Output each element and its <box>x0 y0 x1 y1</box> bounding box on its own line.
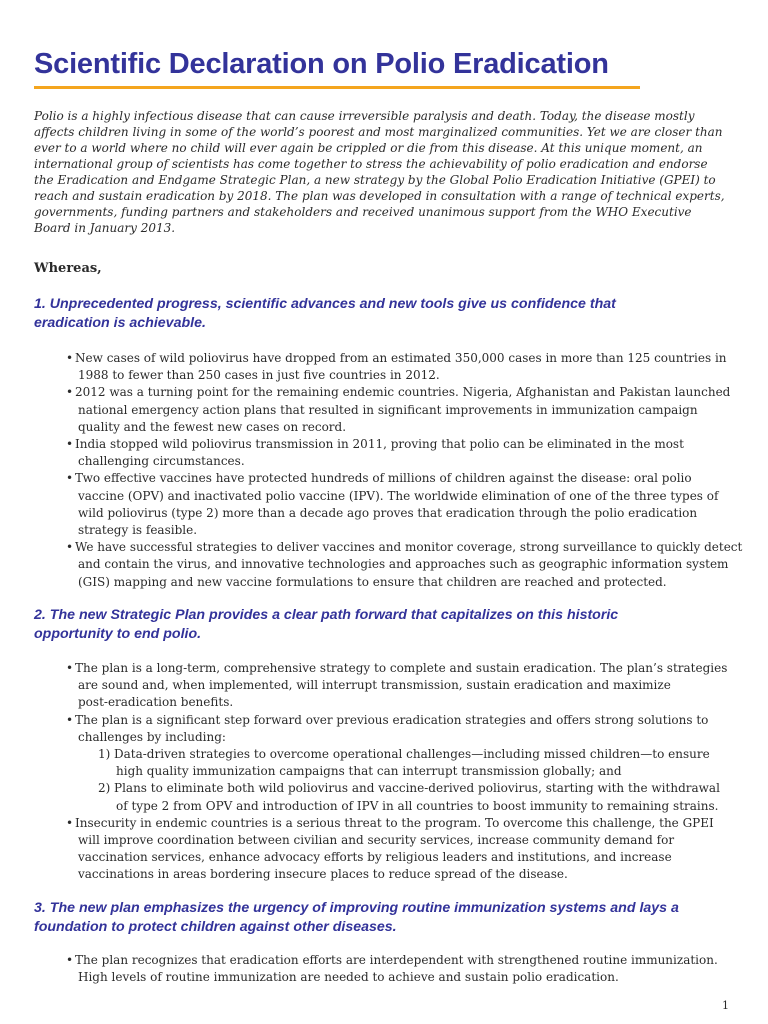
subitem-line: of type 2 from OPV and introduction of IPV in all countries to boost immunity to remaining strains. <box>116 798 719 813</box>
bullet-item <box>66 384 756 436</box>
bullet-item <box>66 350 756 384</box>
bullet-line: and contain the virus, and innovative technologies and approaches such as geographic information system <box>78 557 729 572</box>
bullet-line: India stopped wild poliovirus transmission in 2011, proving that polio can be eliminated in the most <box>75 437 684 452</box>
subitem-line: Data-driven strategies to overcome operational challenges—including missed children—to ensure <box>114 747 710 762</box>
bullet-line: The plan is a long-term, comprehensive strategy to complete and sustain eradication. The plan’s strategies <box>75 661 728 675</box>
bullet-line: are sound and, when implemented, will interrupt transmission, sustain eradication and maximize <box>78 678 671 693</box>
bullet-dot-icon: • <box>66 540 74 555</box>
bullet-item <box>66 815 756 884</box>
bullet-line: quality and the fewest new cases on record. <box>78 419 347 434</box>
bullet-line: challenging circumstances. <box>78 454 245 469</box>
bullet-line: (GIS) mapping and new vaccine formulations to ensure that children are reached and protected. <box>78 574 667 589</box>
section-heading-line: 3. The new plan emphasizes the urgency of improving routine immunization systems and lays a <box>34 900 679 916</box>
intro-line: international group of scientists has come together to stress the achievability of polio eradication and endorse <box>34 157 708 171</box>
bullet-dot-icon: • <box>66 351 74 365</box>
bullet-dot-icon: • <box>66 953 74 967</box>
bullet-line: The plan is a significant step forward over previous eradication strategies and offers strong solutions to <box>75 712 709 727</box>
bullet-dot-icon: • <box>66 815 74 830</box>
whereas-label: Whereas, <box>34 261 102 276</box>
intro-paragraph <box>34 108 734 236</box>
subitem-line: high quality immunization campaigns that can interrupt transmission globally; and <box>116 764 622 779</box>
intro-line: the Eradication and Endgame Strategic Plan, a new strategy by the Global Polio Eradication Initiative (GPEI) to <box>34 173 716 187</box>
subitem-number: 2) <box>98 781 111 796</box>
page-number: 1 <box>722 999 729 1012</box>
section-heading-line: foundation to protect children against other diseases. <box>34 919 397 935</box>
bullet-line: Two effective vaccines have protected hundreds of millions of children against the disease: oral polio <box>75 471 692 486</box>
intro-line: Polio is a highly infectious disease that can cause irreversible paralysis and death. Today, the disease mostly <box>34 109 695 123</box>
subitem-line: Plans to eliminate both wild poliovirus and vaccine-derived poliovirus, starting with the withdrawal <box>114 781 720 796</box>
section-heading-line: eradication is achievable. <box>34 315 206 331</box>
bullet-item <box>66 712 756 746</box>
bullet-line: The plan recognizes that eradication efforts are interdependent with strengthened routine immunization. <box>75 953 718 967</box>
section-3-heading <box>34 899 744 937</box>
bullet-line: national emergency action plans that resulted in significant improvements in immunization campaign <box>78 402 698 417</box>
bullet-dot-icon: • <box>66 712 74 727</box>
bullet-dot-icon: • <box>66 661 74 675</box>
bullet-line: vaccine (OPV) and inactivated polio vaccine (IPV). The worldwide elimination of one of the three types of <box>78 488 719 503</box>
bullet-dot-icon: • <box>66 385 74 400</box>
intro-line: governments, funding partners and stakeholders and received unanimous support from the WHO Executive <box>34 205 692 219</box>
section-2-heading <box>34 606 744 644</box>
section-heading-line: opportunity to end polio. <box>34 626 202 642</box>
section-3-bullets <box>66 952 756 986</box>
bullet-line: strategy is feasible. <box>78 523 198 538</box>
bullet-line: 2012 was a turning point for the remaining endemic countries. Nigeria, Afghanistan and Pakistan launched <box>75 385 731 400</box>
subitem-number: 1) <box>98 747 111 762</box>
bullet-line: 1988 to fewer than 250 cases in just five countries in 2012. <box>78 368 440 383</box>
section-1-heading <box>34 295 744 333</box>
intro-line: Board in January 2013. <box>34 221 176 235</box>
bullet-line: post-eradication benefits. <box>78 695 234 710</box>
bullet-item <box>66 539 756 591</box>
section-2-bullets <box>66 660 756 884</box>
intro-line: ever to a world where no child will ever again be crippled or die from this disease. At this unique moment, an <box>34 141 703 155</box>
bullet-dot-icon: • <box>66 471 74 486</box>
intro-line: reach and sustain eradication by 2018. The plan was developed in consultation with a range of technical experts, <box>34 189 725 203</box>
title-underline <box>34 86 640 89</box>
section-heading-line: 1. Unprecedented progress, scientific advances and new tools give us confidence that <box>34 296 616 312</box>
numbered-subitem <box>66 780 756 814</box>
bullet-dot-icon: • <box>66 437 74 452</box>
section-heading-line: 2. The new Strategic Plan provides a clear path forward that capitalizes on this historic <box>34 607 619 623</box>
bullet-item <box>66 436 756 470</box>
bullet-line: challenges by including: <box>78 729 226 744</box>
bullet-line: High levels of routine immunization are needed to achieve and sustain polio eradication. <box>78 970 619 985</box>
bullet-item <box>66 470 756 539</box>
numbered-subitem <box>66 746 756 780</box>
bullet-line: New cases of wild poliovirus have dropped from an estimated 350,000 cases in more than 125 countries in <box>75 351 727 365</box>
document-title: Scientific Declaration on Polio Eradication <box>34 48 609 80</box>
bullet-item <box>66 660 756 712</box>
bullet-line: We have successful strategies to deliver vaccines and monitor coverage, strong surveillance to quickly detect <box>75 540 743 555</box>
bullet-line: vaccinations in areas bordering insecure places to reduce spread of the disease. <box>78 867 568 882</box>
bullet-line: will improve coordination between civilian and security services, increase community demand for <box>78 833 675 848</box>
bullet-line: wild poliovirus (type 2) more than a decade ago proves that eradication through the polio eradication <box>78 505 698 520</box>
section-1-bullets <box>66 350 756 591</box>
bullet-line: vaccination services, enhance advocacy efforts by religious leaders and institutions, and increase <box>78 850 672 865</box>
intro-line: affects children living in some of the world’s poorest and most marginalized communities. Yet we are closer than <box>34 125 723 139</box>
bullet-line: Insecurity in endemic countries is a serious threat to the program. To overcome this challenge, the GPEI <box>75 815 714 830</box>
bullet-item <box>66 952 756 986</box>
